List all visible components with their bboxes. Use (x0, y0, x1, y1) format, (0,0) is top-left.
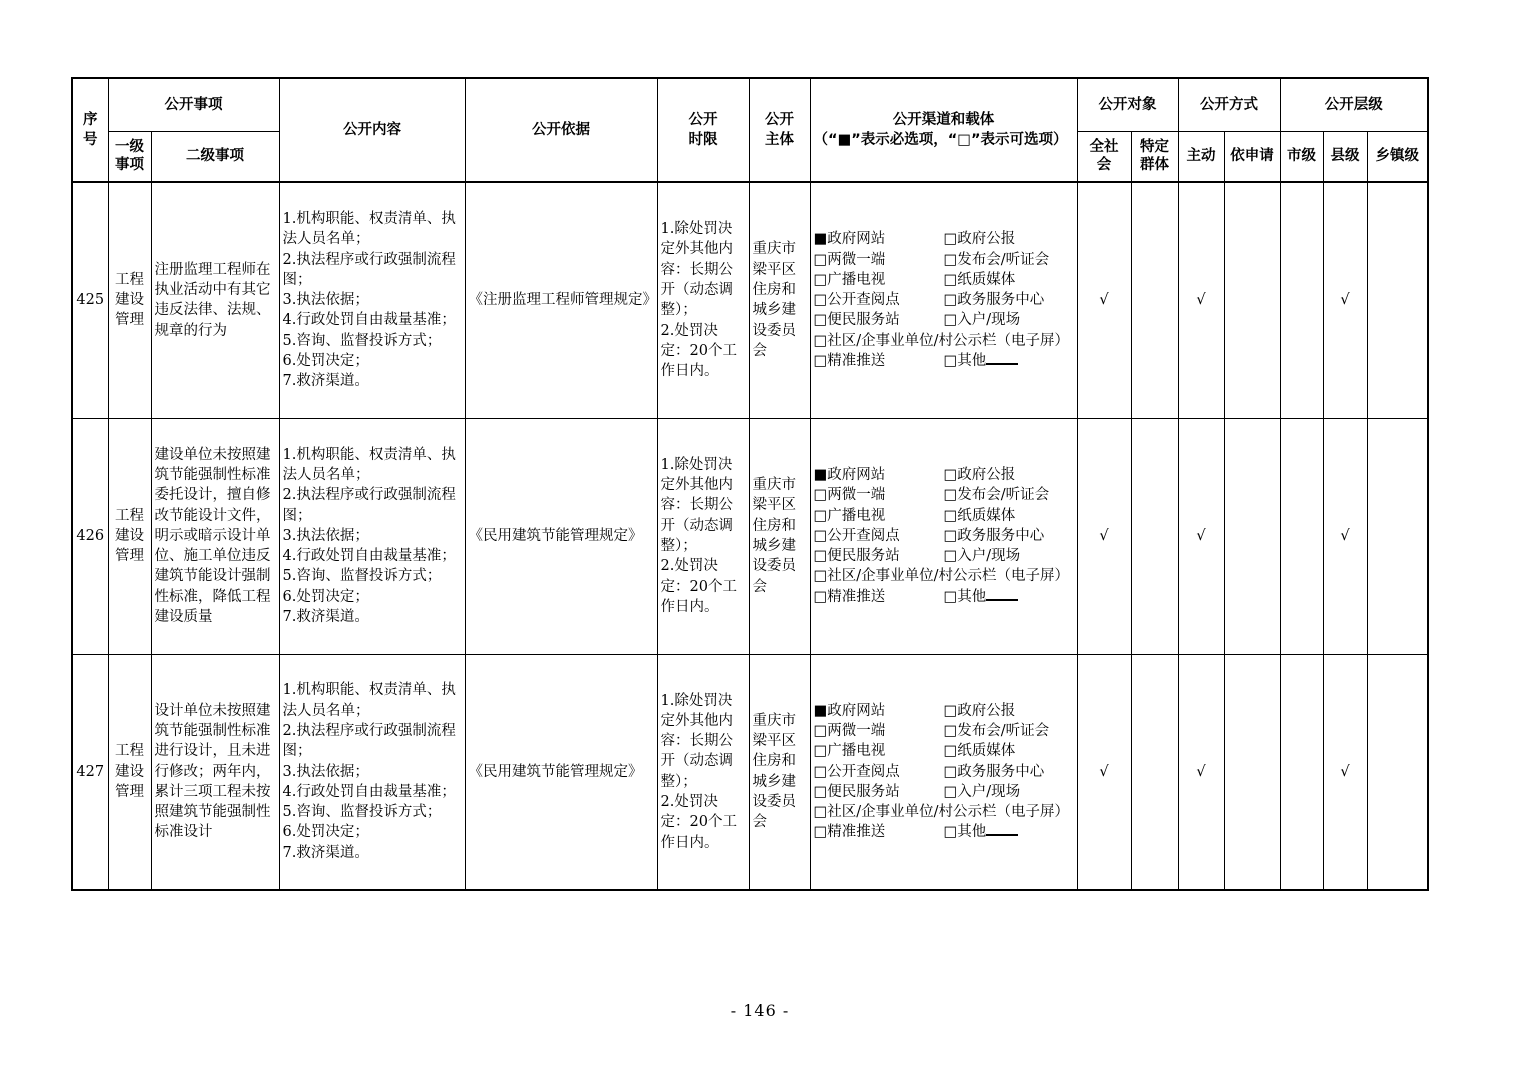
row-content: 1.机构职能、权责清单、执法人员名单； 2.执法程序或行政强制流程图； 3.执法依据； 4.行政处罚自由裁量基准； 5.咨询、监督投诉方式； 6.处罚决定； 7.救济渠道。 (279, 182, 465, 418)
channel-two-micro: □两微一端 (813, 723, 886, 739)
header-target-all: 全社会 (1077, 131, 1131, 182)
channel-precise-push: □精准推送 (813, 824, 886, 841)
header-subject: 公开主体 (749, 78, 810, 182)
row-channels (810, 418, 1077, 654)
disclosure-table (71, 77, 1429, 891)
channel-press-hearing: □发布会/听证会 (943, 251, 1050, 268)
channel-precise-push: □精准推送 (813, 588, 886, 605)
row-deadline: 1.除处罚决定外其他内容：长期公开（动态调整）； 2.处罚决定：20个工作日内。 (657, 182, 749, 418)
channel-other: □其他 (944, 351, 1075, 371)
header-channel (810, 78, 1077, 182)
header-level-city: 市级 (1280, 131, 1323, 182)
channel-service-center: □政务服务中心 (943, 527, 1045, 544)
channel-community-board: □社区/企事业单位/村公示栏（电子屏） (813, 804, 1069, 821)
row-subject: 重庆市梁平区住房和城乡建设委员会 (749, 654, 810, 890)
channel-public-reading: □公开查阅点 (813, 763, 900, 780)
channel-paper-media: □纸质媒体 (943, 271, 1016, 288)
row-mode-active: √ (1178, 418, 1224, 654)
header-level-group: 公开层级 (1280, 78, 1428, 131)
row-level-city (1280, 654, 1323, 890)
row-target-specific (1131, 418, 1178, 654)
row-level-town (1367, 418, 1428, 654)
channel-service-center: □政务服务中心 (943, 763, 1045, 780)
row-level1: 工程建设管理 (108, 418, 151, 654)
row-mode-request (1224, 418, 1280, 654)
row-basis: 《注册监理工程师管理规定》 (465, 182, 657, 418)
row-level-city (1280, 418, 1323, 654)
channel-community-board: □社区/企事业单位/村公示栏（电子屏） (813, 568, 1069, 585)
channel-door-site: □入户/现场 (943, 312, 1021, 329)
channel-other: □其他 (944, 587, 1075, 607)
header-channel-title: 公开渠道和载体 (892, 111, 995, 128)
header-item-group: 公开事项 (108, 78, 279, 131)
row-level2: 设计单位未按照建筑节能强制性标准进行设计，且未进行修改；两年内，累计三项工程未按照建筑节能强制性标准设计 (151, 654, 279, 890)
row-basis: 《民用建筑节能管理规定》 (465, 654, 657, 890)
header-mode-active: 主动 (1178, 131, 1224, 182)
row-content: 1.机构职能、权责清单、执法人员名单； 2.执法程序或行政强制流程图； 3.执法依据； 4.行政处罚自由裁量基准； 5.咨询、监督投诉方式； 6.处罚决定； 7.救济渠道。 (279, 654, 465, 890)
header-deadline: 公开时限 (657, 78, 749, 182)
row-channels (810, 182, 1077, 418)
channel-gov-website: ■政府网站 (813, 231, 886, 248)
row-seq: 426 (72, 418, 108, 654)
channel-gov-gazette: □政府公报 (943, 466, 1016, 483)
channel-precise-push: □精准推送 (813, 352, 886, 369)
table-row (72, 654, 1428, 890)
channel-gov-website: ■政府网站 (813, 702, 886, 719)
row-mode-request (1224, 654, 1280, 890)
channel-paper-media: □纸质媒体 (943, 507, 1016, 524)
page-number: - 146 - (730, 1001, 790, 1020)
channel-gov-gazette: □政府公报 (943, 702, 1016, 719)
row-level1: 工程建设管理 (108, 654, 151, 890)
table-row (72, 182, 1428, 418)
header-channel-note: （“■”表示必选项，“□”表示可选项） (813, 132, 1068, 148)
row-level-town (1367, 182, 1428, 418)
row-level-city (1280, 182, 1323, 418)
row-level-county: √ (1323, 182, 1367, 418)
header-level2: 二级事项 (151, 131, 279, 182)
header-target-group: 公开对象 (1077, 78, 1178, 131)
channel-public-reading: □公开查阅点 (813, 292, 900, 309)
row-subject: 重庆市梁平区住房和城乡建设委员会 (749, 182, 810, 418)
header-content: 公开内容 (279, 78, 465, 182)
channel-broadcast-tv: □广播电视 (813, 271, 886, 288)
row-basis: 《民用建筑节能管理规定》 (465, 418, 657, 654)
table-row (72, 418, 1428, 654)
channel-two-micro: □两微一端 (813, 251, 886, 268)
channel-community-board: □社区/企事业单位/村公示栏（电子屏） (813, 332, 1069, 349)
channel-gov-gazette: □政府公报 (943, 231, 1016, 248)
row-target-all: √ (1077, 418, 1131, 654)
channel-gov-website: ■政府网站 (813, 466, 886, 483)
row-target-all: √ (1077, 654, 1131, 890)
row-subject: 重庆市梁平区住房和城乡建设委员会 (749, 418, 810, 654)
channel-other: □其他 (944, 822, 1075, 842)
channel-press-hearing: □发布会/听证会 (943, 723, 1050, 739)
row-seq: 425 (72, 182, 108, 418)
row-mode-active: √ (1178, 182, 1224, 418)
header-seq: 序号 (72, 78, 108, 182)
row-mode-request (1224, 182, 1280, 418)
header-target-specific: 特定群体 (1131, 131, 1178, 182)
row-target-specific (1131, 182, 1178, 418)
header-mode-request: 依申请 (1224, 131, 1280, 182)
channel-service-center: □政务服务中心 (943, 292, 1045, 309)
row-deadline: 1.除处罚决定外其他内容：长期公开（动态调整）； 2.处罚决定：20个工作日内。 (657, 418, 749, 654)
channel-public-reading: □公开查阅点 (813, 527, 900, 544)
row-target-specific (1131, 654, 1178, 890)
channel-service-station: □便民服务站 (813, 548, 900, 565)
row-level-county: √ (1323, 418, 1367, 654)
channel-service-station: □便民服务站 (813, 783, 900, 800)
channel-broadcast-tv: □广播电视 (813, 743, 886, 760)
row-level2: 注册监理工程师在执业活动中有其它违反法律、法规、规章的行为 (151, 182, 279, 418)
channel-door-site: □入户/现场 (943, 783, 1021, 800)
header-level1: 一级事项 (108, 131, 151, 182)
header-mode-group: 公开方式 (1178, 78, 1280, 131)
channel-paper-media: □纸质媒体 (943, 743, 1016, 760)
channel-press-hearing: □发布会/听证会 (943, 487, 1050, 504)
row-level-town (1367, 654, 1428, 890)
row-level-county: √ (1323, 654, 1367, 890)
channel-door-site: □入户/现场 (943, 548, 1021, 565)
channel-broadcast-tv: □广播电视 (813, 507, 886, 524)
row-channels (810, 654, 1077, 890)
header-level-county: 县级 (1323, 131, 1367, 182)
row-level2: 建设单位未按照建筑节能强制性标准委托设计，擅自修改节能设计文件，明示或暗示设计单位、施工单位违反建筑节能设计强制性标准，降低工程建设质量 (151, 418, 279, 654)
channel-service-station: □便民服务站 (813, 312, 900, 329)
row-content: 1.机构职能、权责清单、执法人员名单； 2.执法程序或行政强制流程图； 3.执法依据； 4.行政处罚自由裁量基准； 5.咨询、监督投诉方式； 6.处罚决定； 7.救济渠道。 (279, 418, 465, 654)
row-mode-active: √ (1178, 654, 1224, 890)
channel-two-micro: □两微一端 (813, 487, 886, 504)
row-deadline: 1.除处罚决定外其他内容：长期公开（动态调整）； 2.处罚决定：20个工作日内。 (657, 654, 749, 890)
header-basis: 公开依据 (465, 78, 657, 182)
row-target-all: √ (1077, 182, 1131, 418)
row-seq: 427 (72, 654, 108, 890)
row-level1: 工程建设管理 (108, 182, 151, 418)
header-level-town: 乡镇级 (1367, 131, 1428, 182)
